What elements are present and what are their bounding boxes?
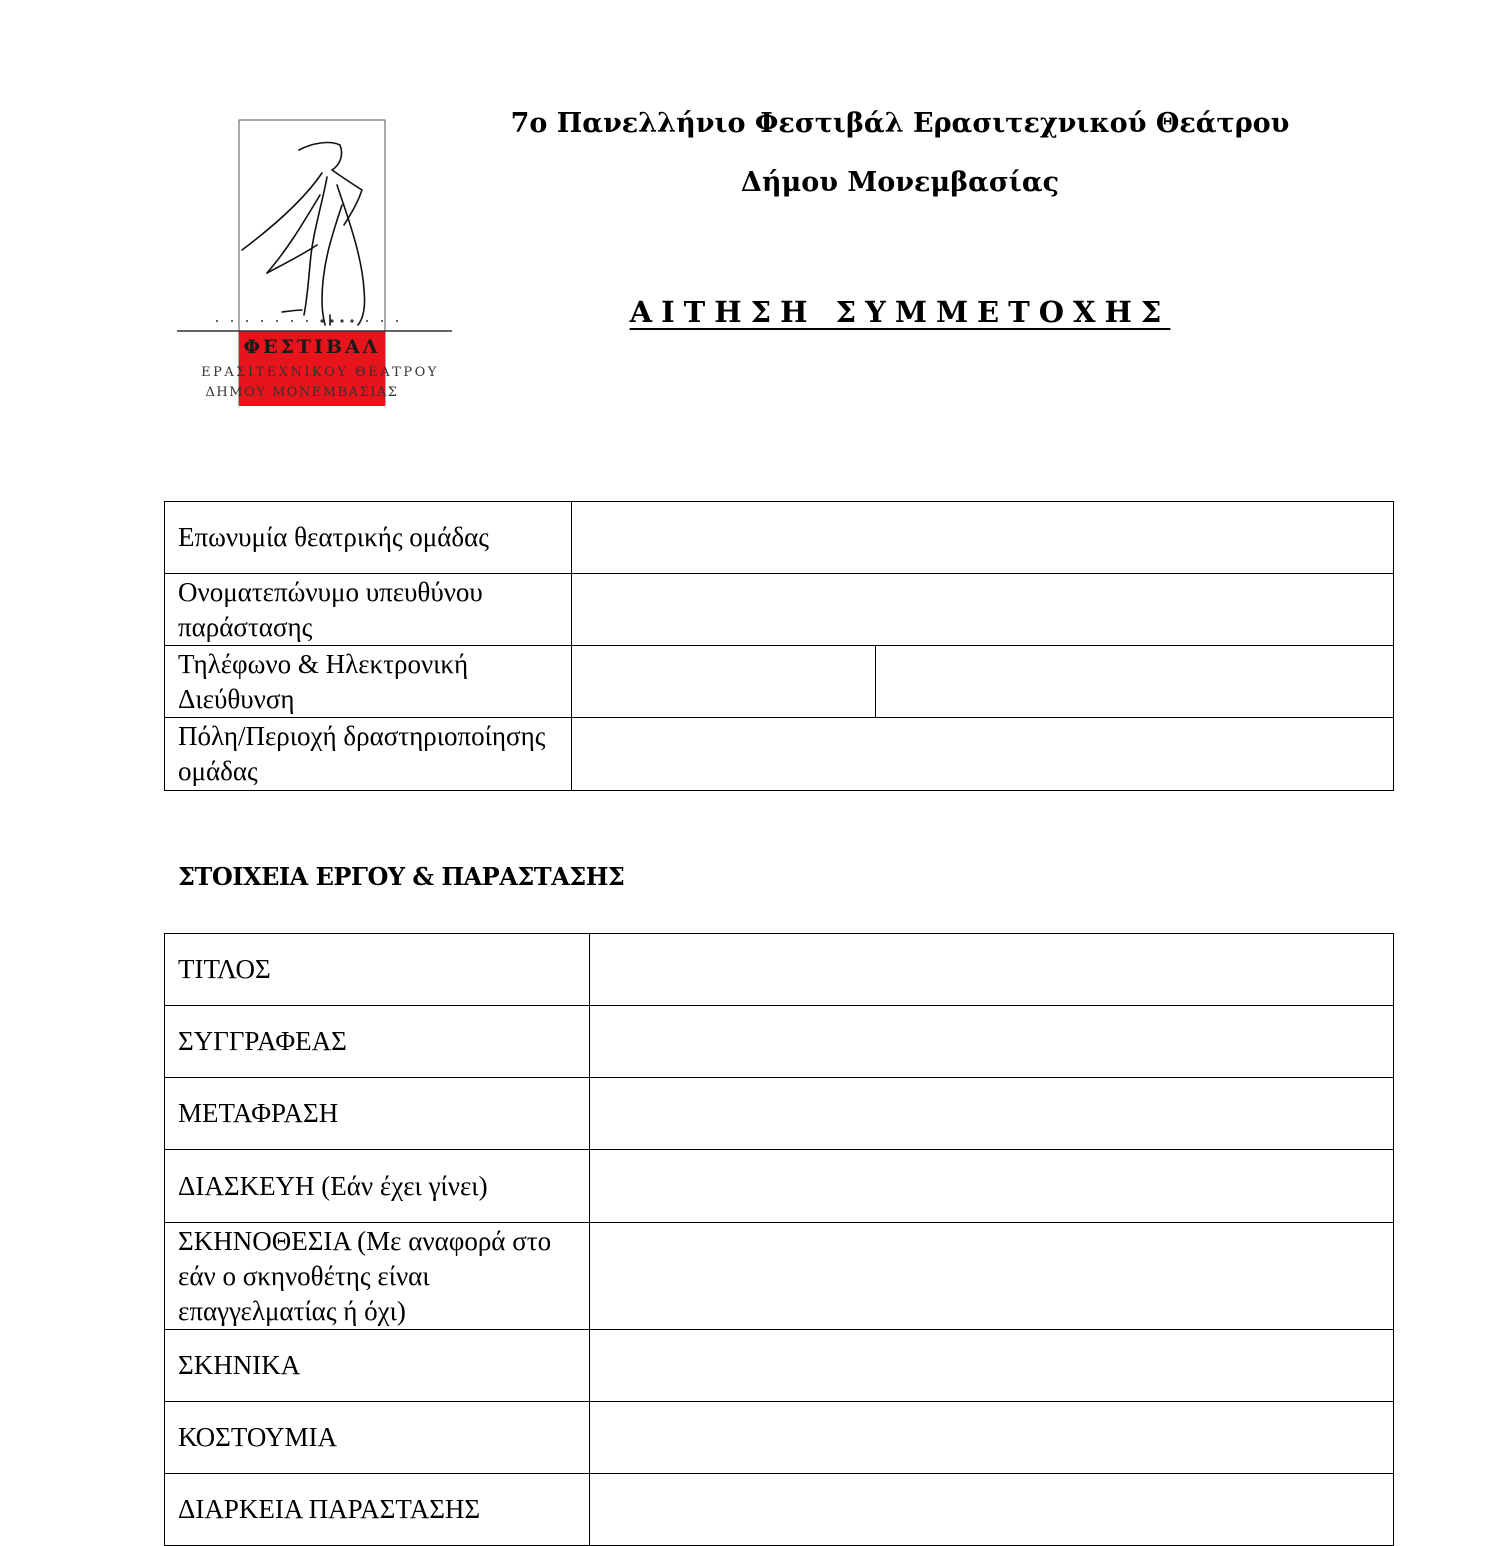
table-row — [165, 1330, 1394, 1402]
table-row — [165, 502, 1394, 574]
responsible-person-field[interactable] — [572, 574, 1394, 646]
logo-word: ΦΕΣΤΙΒΑΛ — [243, 336, 381, 358]
work-info-table — [164, 933, 1394, 1546]
festival-logo — [172, 115, 457, 410]
author-field[interactable] — [590, 1006, 1394, 1078]
translation-label: ΜΕΤΑΦΡΑΣΗ — [165, 1078, 590, 1150]
logo-subtitle-2: ΔΗΜΟΥ ΜΟΝΕΜΒΑΣΙΑΣ — [205, 385, 399, 400]
table-row — [165, 574, 1394, 646]
table-row — [165, 934, 1394, 1006]
group-name-field[interactable] — [572, 502, 1394, 574]
table-row — [165, 1006, 1394, 1078]
municipality-title: Δήμου Μονεμβασίας — [740, 167, 1060, 198]
direction-label: ΣΚΗΝΟΘΕΣΙΑ (Με αναφορά στο εάν ο σκηνοθέτης είναι επαγγελματίας ή όχι) — [165, 1223, 590, 1330]
section-title: ΣΤΟΙΧΕΙΑ ΕΡΓΟΥ & ΠΑΡΑΣΤΑΣΗΣ — [178, 862, 625, 891]
direction-field[interactable] — [590, 1223, 1394, 1330]
author-label: ΣΥΓΓΡΑΦΕΑΣ — [165, 1006, 590, 1078]
title-label: ΤΙΤΛΟΣ — [165, 934, 590, 1006]
translation-field[interactable] — [590, 1078, 1394, 1150]
costumes-field[interactable] — [590, 1402, 1394, 1474]
table-row — [165, 1078, 1394, 1150]
adaptation-field[interactable] — [590, 1150, 1394, 1223]
responsible-person-label: Ονοματεπώνυμο υπευθύνου παράστασης — [165, 574, 572, 646]
costumes-label: ΚΟΣΤΟΥΜΙΑ — [165, 1402, 590, 1474]
sets-field[interactable] — [590, 1330, 1394, 1402]
city-area-field[interactable] — [572, 718, 1394, 791]
table-row — [165, 646, 1394, 718]
group-name-label: Επωνυμία θεατρικής ομάδας — [165, 502, 572, 574]
group-info-table — [164, 501, 1394, 791]
title-field[interactable] — [590, 934, 1394, 1006]
duration-label: ΔΙΑΡΚΕΙΑ ΠΑΡΑΣΤΑΣΗΣ — [165, 1474, 590, 1546]
logo-subtitle-1: ΕΡΑΣΙΤΕΧΝΙΚΟΥ ΘΕΑΤΡΟΥ — [201, 365, 439, 380]
table-row — [165, 1223, 1394, 1330]
festival-title: 7ο Πανελλήνιο Φεστιβάλ Ερασιτεχνικού Θεάτρου — [510, 108, 1290, 139]
phone-field[interactable] — [572, 646, 876, 718]
email-field[interactable] — [876, 646, 1394, 718]
city-area-label: Πόλη/Περιοχή δραστηριοποίησης ομάδας — [165, 718, 572, 791]
table-row — [165, 1402, 1394, 1474]
sets-label: ΣΚΗΝΙΚΑ — [165, 1330, 590, 1402]
duration-field[interactable] — [590, 1474, 1394, 1546]
table-row — [165, 718, 1394, 791]
table-row — [165, 1474, 1394, 1546]
adaptation-label: ΔΙΑΣΚΕΥΗ (Εάν έχει γίνει) — [165, 1150, 590, 1223]
contact-label: Τηλέφωνο & Ηλεκτρονική Διεύθυνση — [165, 646, 572, 718]
form-title: ΑΙΤΗΣΗ ΣΥΜΜΕΤΟΧΗΣ — [629, 295, 1171, 329]
table-row — [165, 1150, 1394, 1223]
